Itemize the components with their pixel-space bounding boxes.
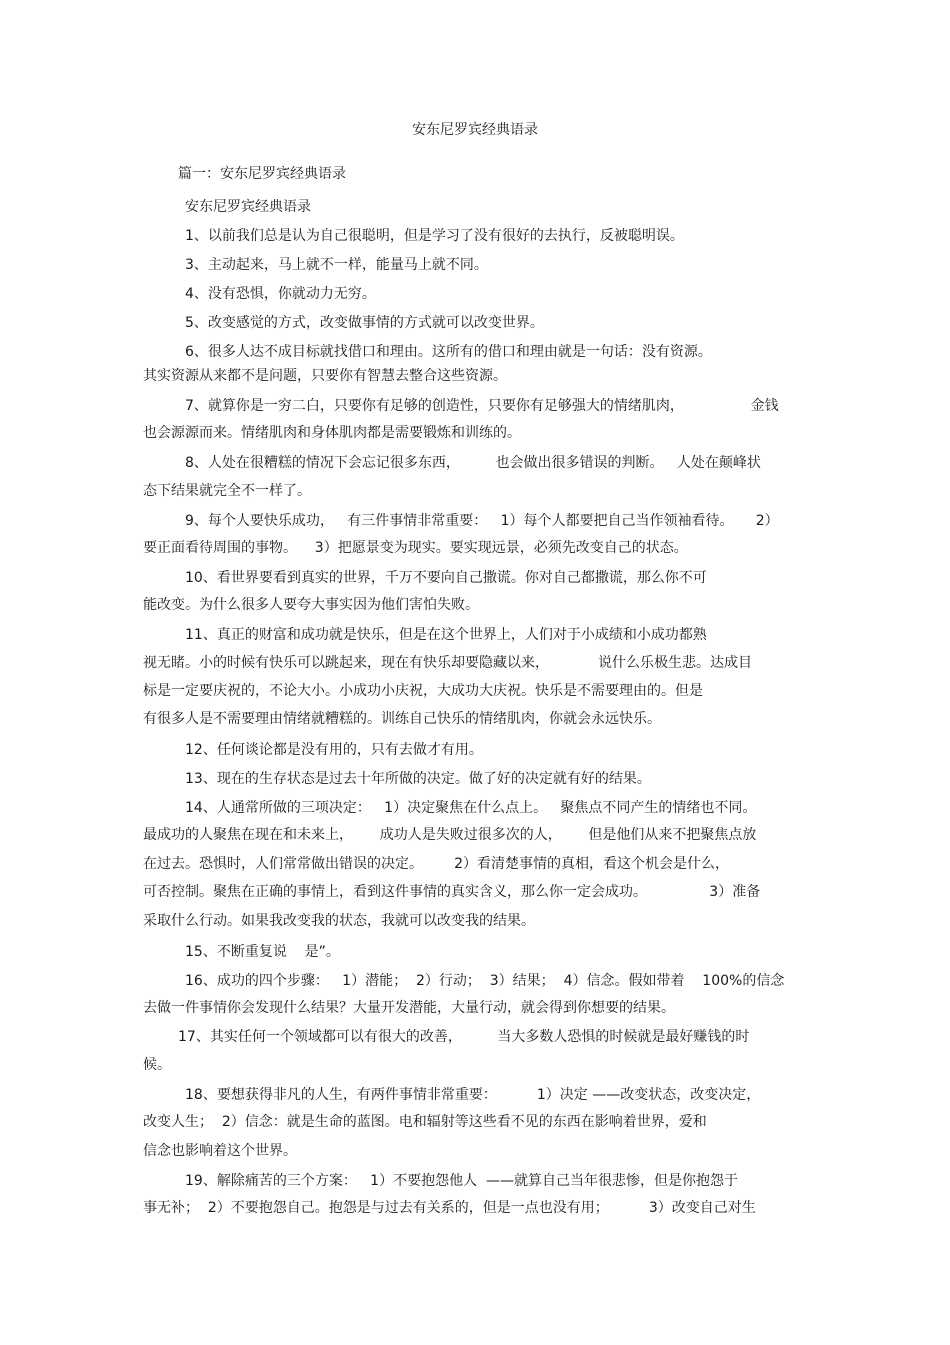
paragraph-line: 去做一件事情你会发现什么结果？大量开发潜能，大量行动，就会得到你想要的结果。 xyxy=(143,1000,675,1016)
paragraph-line: 6、很多人达不成目标就找借口和理由。这所有的借口和理由就是一句话：没有资源。 xyxy=(185,344,712,360)
paragraph-line: 4、没有恐惧，你就动力无穷。 xyxy=(185,286,376,302)
paragraph-line: 18、要想获得非凡的人生，有两件事情非常重要： 1）决定 ——改变状态，改变决定， xyxy=(185,1087,761,1103)
section-subheading: 安东尼罗宾经典语录 xyxy=(185,199,311,215)
paragraph-line: 候。 xyxy=(143,1057,171,1073)
paragraph-line: 8、人处在很糟糕的情况下会忘记很多东西， 也会做出很多错误的判断。 人处在颠峰状 xyxy=(185,455,761,471)
paragraph-line: 态下结果就完全不一样了。 xyxy=(143,483,311,499)
paragraph-line: 17、其实任何一个领域都可以有很大的改善， 当大多数人恐惧的时候就是最好赚钱的时 xyxy=(178,1029,750,1045)
paragraph-line: 采取什么行动。如果我改变我的状态，我就可以改变我的结果。 xyxy=(143,913,535,929)
paragraph-line: 其实资源从来都不是问题，只要你有智慧去整合这些资源。 xyxy=(143,368,507,384)
paragraph-line: 14、人通常所做的三项决定： 1）决定聚焦在什么点上。 聚焦点不同产生的情绪也不同。 xyxy=(185,800,757,816)
paragraph-line: 事无补； 2）不要抱怨自己。抱怨是与过去有关系的，但是一点也没有用； 3）改变自己对生 xyxy=(143,1200,756,1216)
paragraph-line: 能改变。为什么很多人要夸大事实因为他们害怕失败。 xyxy=(143,597,479,613)
paragraph-line: 要正面看待周围的事物。 3）把愿景变为现实。要实现远景，必须先改变自己的状态。 xyxy=(143,540,688,556)
paragraph-line: 标是一定要庆祝的，不论大小。小成功小庆祝，大成功大庆祝。快乐是不需要理由的。但是 xyxy=(143,683,703,699)
paragraph-line: 3、主动起来，马上就不一样，能量马上就不同。 xyxy=(185,257,488,273)
paragraph-line: 15、不断重复说 是”。 xyxy=(185,944,340,960)
paragraph-line: 13、现在的生存状态是过去十年所做的决定。做了好的决定就有好的结果。 xyxy=(185,771,651,787)
paragraph-line: 1、以前我们总是认为自己很聪明，但是学习了没有很好的去执行，反被聪明误。 xyxy=(185,228,684,244)
paragraph-line: 9、每个人要快乐成功， 有三件事情非常重要： 1）每个人都要把自己当作领袖看待。 2） xyxy=(185,513,779,529)
paragraph-line: 12、任何谈论都是没有用的，只有去做才有用。 xyxy=(185,742,483,758)
section-heading: 篇一：安东尼罗宾经典语录 xyxy=(178,166,346,182)
paragraph-line: 有很多人是不需要理由情绪就糟糕的。训练自己快乐的情绪肌肉，你就会永远快乐。 xyxy=(143,711,661,727)
document-title: 安东尼罗宾经典语录 xyxy=(412,122,538,138)
paragraph-line: 16、成功的四个步骤： 1）潜能； 2）行动； 3）结果； 4）信念。假如带着 100%的信念 xyxy=(185,973,785,989)
paragraph-line: 5、改变感觉的方式，改变做事情的方式就可以改变世界。 xyxy=(185,315,544,331)
paragraph-line: 可否控制。聚焦在正确的事情上，看到这件事情的真实含义，那么你一定会成功。 3）准备 xyxy=(143,884,761,900)
paragraph-line: 10、看世界要看到真实的世界，千万不要向自己撒谎。你对自己都撒谎，那么你不可 xyxy=(185,570,707,586)
paragraph-line: 改变人生； 2）信念：就是生命的蓝图。电和辐射等这些看不见的东西在影响着世界，爱和 xyxy=(143,1114,707,1130)
paragraph-line: 11、真正的财富和成功就是快乐，但是在这个世界上，人们对于小成绩和小成功都熟 xyxy=(185,627,707,643)
paragraph-line: 信念也影响着这个世界。 xyxy=(143,1143,297,1159)
paragraph-line: 也会源源而来。情绪肌肉和身体肌肉都是需要锻炼和训练的。 xyxy=(143,425,521,441)
paragraph-line: 7、就算你是一穷二白，只要你有足够的创造性，只要你有足够强大的情绪肌肉， 金钱 xyxy=(185,398,779,414)
paragraph-line: 最成功的人聚焦在现在和未来上， 成功人是失败过很多次的人， 但是他们从来不把聚焦点放 xyxy=(143,827,757,843)
paragraph-line: 19、解除痛苦的三个方案： 1）不要抱怨他人 ——就算自己当年很悲惨，但是你抱怨于 xyxy=(185,1173,738,1189)
paragraph-line: 在过去。恐惧时，人们常常做出错误的决定。 2）看清楚事情的真相，看这个机会是什么， xyxy=(143,856,730,872)
paragraph-line: 视无睹。小的时候有快乐可以跳起来，现在有快乐却要隐藏以来， 说什么乐极生悲。达成目 xyxy=(143,655,752,671)
